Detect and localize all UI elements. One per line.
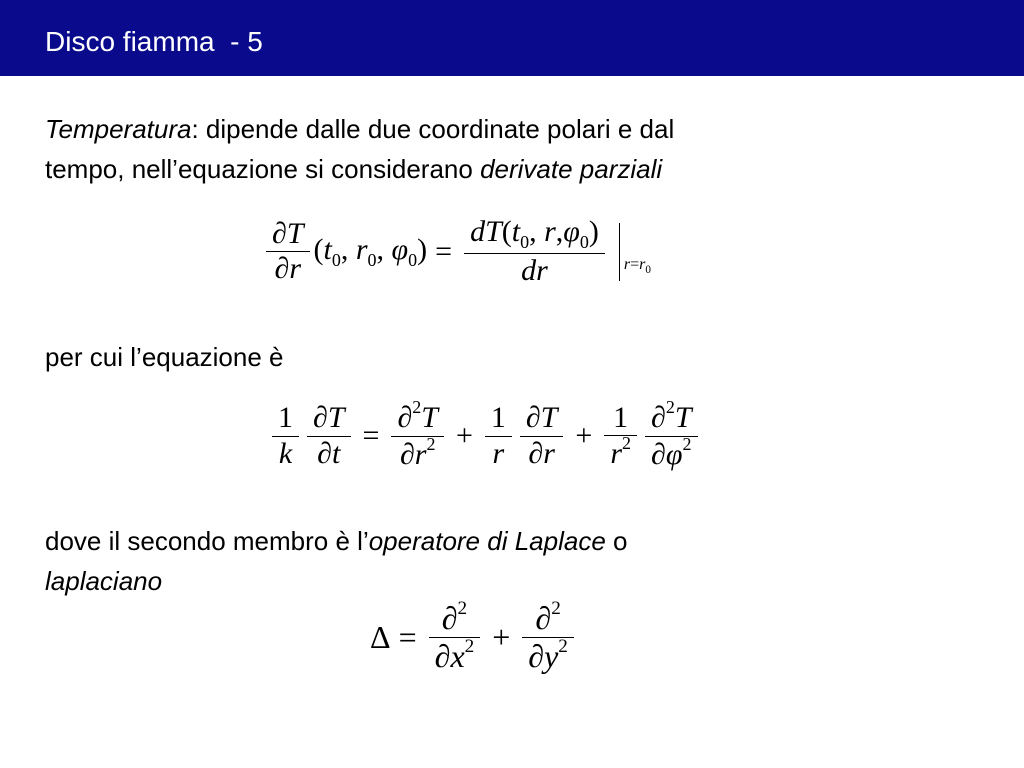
title-bar <box>0 0 1024 76</box>
fraction-d2T-dphi2: $\frac{\partial^2T}{\partial\varphi^2}$ <box>645 400 698 472</box>
slide-title: Disco fiamma - 5 <box>45 26 263 57</box>
equation-partial-derivative: $\frac{\partial T}{\partial r}$ ($t_0$, $r_0$, $\varphi_0$) = $\frac{dT(t_0, r,\varphi_0)}{dr}$ $r=r_0$ <box>262 215 651 288</box>
fraction-1-over-k: $\frac{1}{k}$ <box>272 401 299 471</box>
para1-line2-plain: tempo, nell’equazione si considerano <box>45 154 481 184</box>
fraction-d2-dy2: $\frac{\partial^2}{\partial y^2}$ <box>522 600 574 675</box>
equation-heat-polar: $\frac{1}{k}$ $\frac{\partial T}{\partial t}$ = $\frac{\partial^2T}{\partial r^2}$ + $\frac{1}{r}$ $\frac{\partial T}{\partial r}$ + $\frac{1}{r^2}$ $\frac{\partial^2T}{\partial\varphi^2}$ <box>268 400 702 472</box>
equation-laplacian: Δ = $\frac{\partial^2}{\partial x^2}$ + $\frac{\partial^2}{\partial y^2}$ <box>370 600 578 675</box>
fraction-dT-dt: $\frac{\partial T}{\partial t}$ <box>307 401 351 471</box>
para1-line1-rest: : dipende dalle due coordinate polari e dal <box>191 114 675 144</box>
fraction-total-derivative: $\frac{dT(t_0, r,\varphi_0)}{dr}$ <box>464 215 605 288</box>
paragraph-temperatura-line1 <box>45 110 674 148</box>
args: ($t_0$, $r_0$, $\varphi_0$) <box>313 232 428 270</box>
fraction-1-over-r: $\frac{1}{r}$ <box>485 401 512 471</box>
term-derivate-parziali: derivate parziali <box>480 154 663 184</box>
term-laplaciano: laplaciano <box>45 566 163 596</box>
evaluation-condition: $r=r_0$ <box>623 255 651 276</box>
paragraph-dove-line2 <box>45 562 162 600</box>
fraction-1-over-r2: $\frac{1}{r^2}$ <box>604 401 637 472</box>
paragraph-per-cui: per cui l’equazione è <box>45 342 284 372</box>
delta-symbol: Δ <box>370 618 391 655</box>
fraction-dT-dr: $\frac{\partial T}{\partial r}$ <box>266 217 310 287</box>
paragraph-temperatura-line2 <box>45 150 662 188</box>
fraction-dT-dr: $\frac{\partial T}{\partial r}$ <box>520 401 564 471</box>
paragraph-dove-line1: dove il secondo membro è l’operatore di Laplace o <box>45 526 628 556</box>
fraction-d2-dx2: $\frac{\partial^2}{\partial x^2}$ <box>429 600 481 675</box>
term-temperatura: Temperatura <box>45 114 192 144</box>
term-operatore-laplace: operatore di Laplace <box>368 526 606 556</box>
fraction-d2T-dr2: $\frac{\partial^2T}{\partial r^2}$ <box>391 400 444 472</box>
evaluation-bar <box>619 223 620 281</box>
